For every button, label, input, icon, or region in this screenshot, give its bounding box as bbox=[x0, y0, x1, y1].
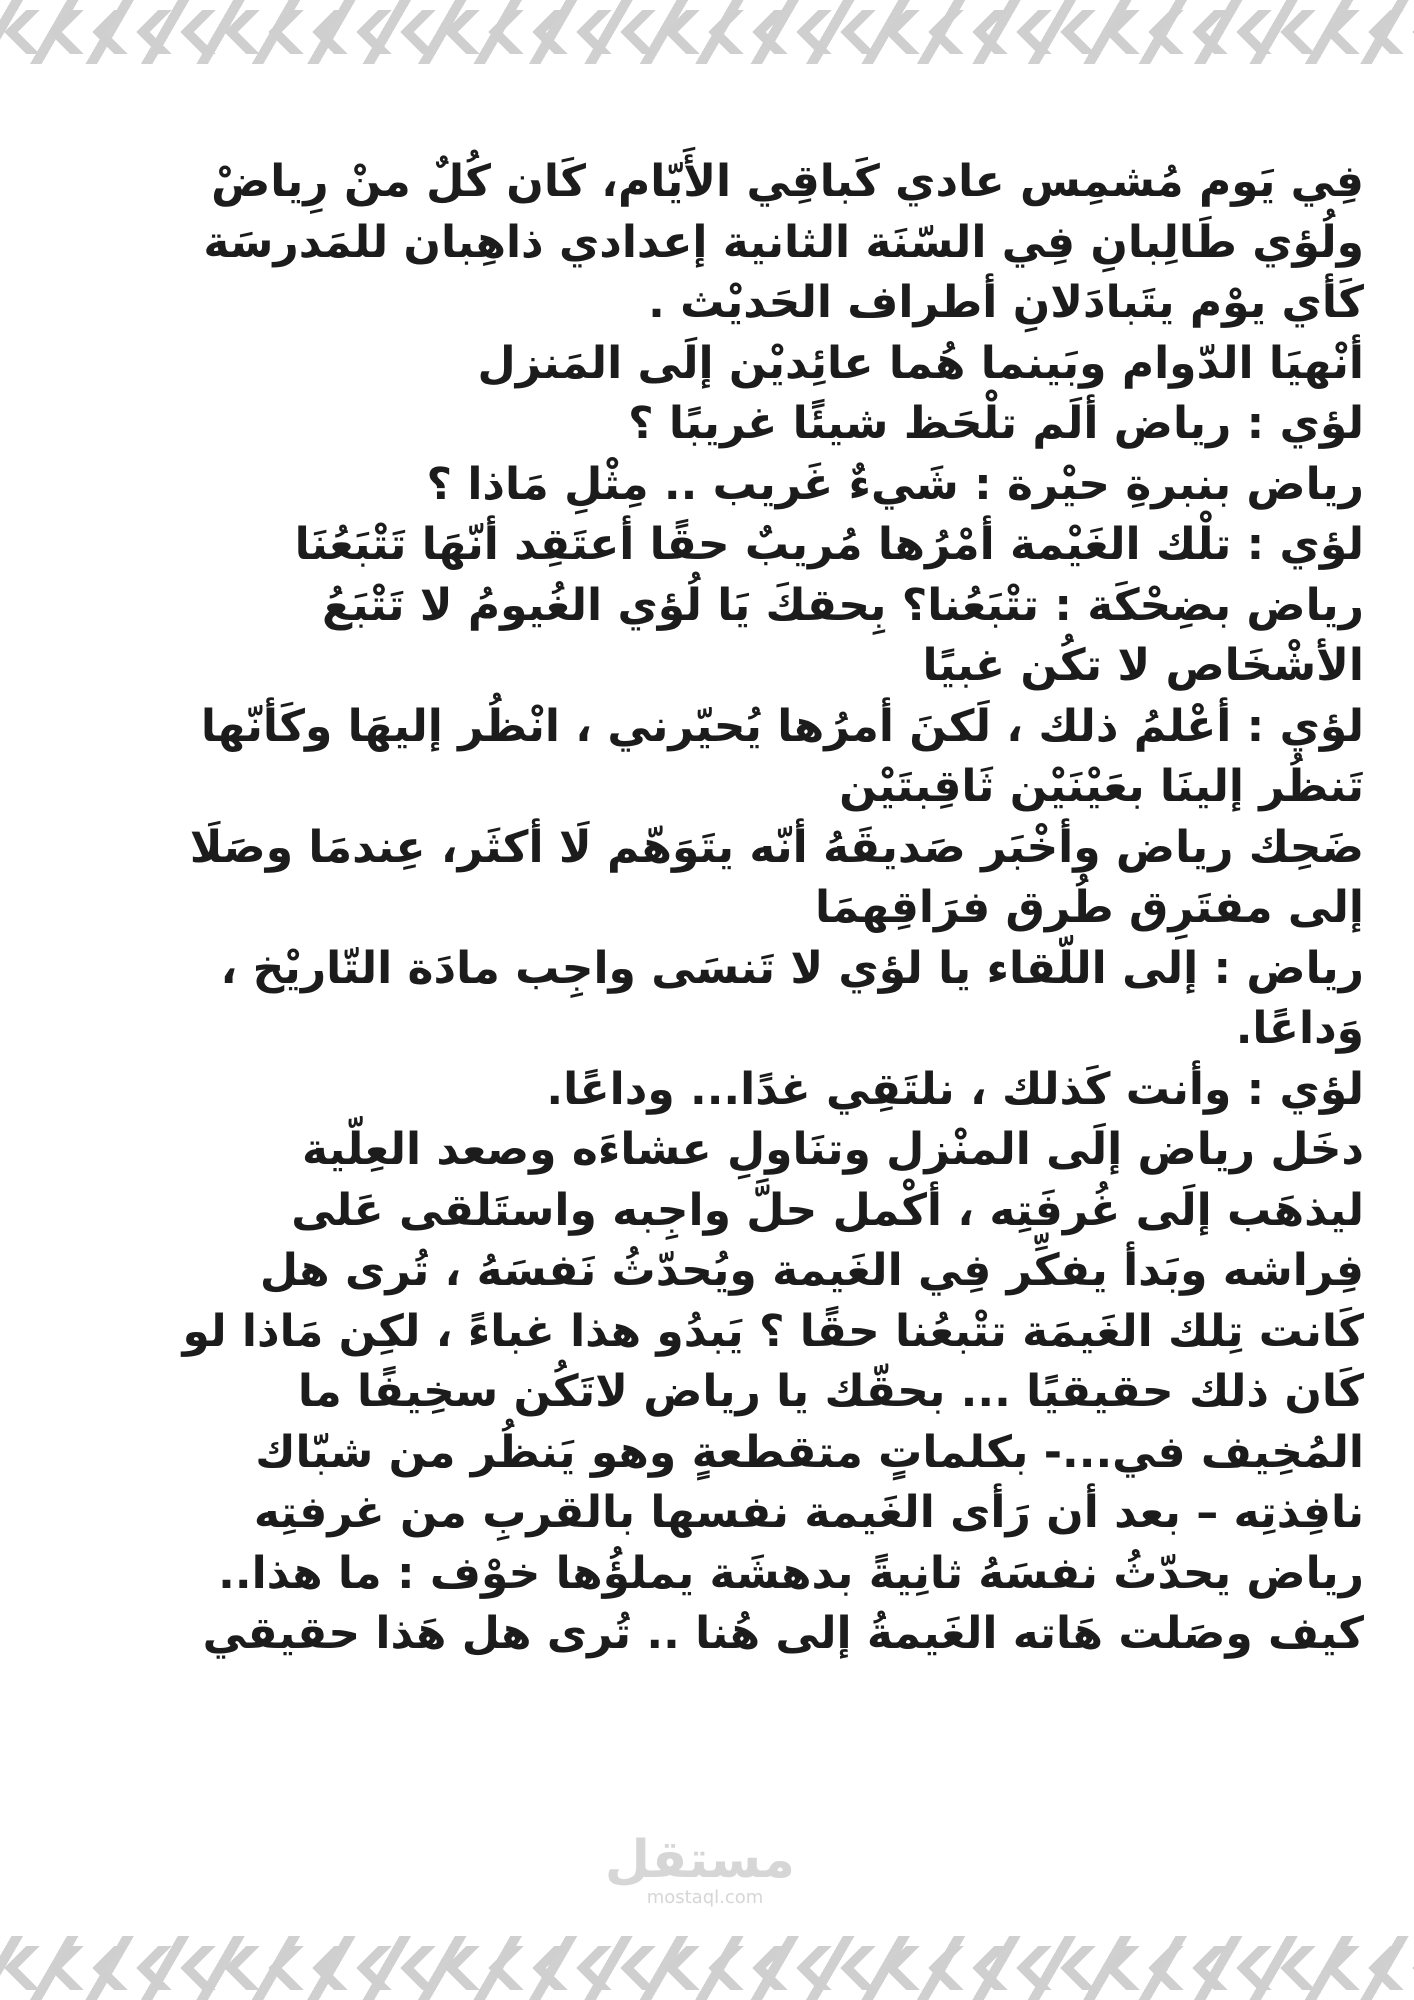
story-line: ضَحِك رياض وأخْبَر صَديقَهُ أنّه يتَوَهّم لَا أكثَر، عِندمَا وصَلَا bbox=[189, 821, 1364, 873]
bottom-chevron-border bbox=[0, 1936, 1414, 2000]
story-line: لؤي : رياض ألَم تلْحَظ شيئًا غريبًا ؟ bbox=[628, 398, 1364, 449]
story-line: إلى مفتَرِق طُرق فرَاقِهمَا bbox=[815, 882, 1364, 933]
story-line: الأشْخَاص لا تكُن غبيًا bbox=[922, 640, 1364, 691]
story-line: كَان ذلك حقيقيًا ... بحقّك يا رياض لاتَكُن سخِيفًا ما bbox=[297, 1366, 1364, 1417]
story-line: نافِذتِه – بعد أن رَأى الغَيمة نفسها بالقربِ من غرفتِه bbox=[253, 1487, 1364, 1538]
story-line: لؤي : تلْك الغَيْمة أمْرُها مُريبٌ حقًا أعتَقِد أنّهَا تَتْبَعُنَا bbox=[294, 519, 1364, 570]
story-line: ولُؤي طَالِبانِ فِي السّنَة الثانية إعدادي ذاهِبان للمَدرسَة bbox=[203, 216, 1364, 268]
story-line: فِراشه وبَدأ يفكِّر فِي الغَيمة ويُحدّثُ نَفسَهُ ، تُرى هل bbox=[259, 1245, 1364, 1296]
story-line: وَداعًا. bbox=[1235, 1003, 1364, 1054]
watermark-logo: مستقل bbox=[604, 1830, 795, 1890]
story-line: رياض : إلى اللّقاء يا لؤي لا تَنسَى واجِب مادَة التّاريْخ ، bbox=[220, 942, 1364, 994]
top-chevron-border bbox=[0, 0, 1414, 64]
story-line: كيف وصَلت هَاته الغَيمةُ إلى هُنا .. تُرى هل هَذا حقيقي bbox=[202, 1608, 1364, 1659]
story-line: لؤي : أعْلمُ ذلك ، لَكنَ أمرُها يُحيّرني ، انْظُر إليهَا وكَأنّها bbox=[200, 700, 1364, 752]
story-line: أنْهيَا الدّوام وبَينما هُما عائِديْن إلَى المَنزل bbox=[477, 337, 1364, 389]
story-line: فِي يَوم مُشمِس عادي كَباقِي الأَيّام، كَان كُلٌ منْ رِياضْ bbox=[211, 156, 1364, 207]
story-line: كَانت تِلك الغَيمَة تتْبعُنا حقًا ؟ يَبدُو هذا غباءً ، لكِن مَاذا لو bbox=[182, 1305, 1364, 1357]
story-line: رياض يحدّثُ نفسَهُ ثانِيةً بدهشَة يملؤُها خوْف : ما هذا.. bbox=[218, 1547, 1364, 1599]
story-line: لؤي : وأنت كَذلك ، نلتَقِي غدًا... وداعًا. bbox=[546, 1063, 1364, 1115]
story-line: المُخِيف في...- بكلماتٍ متقطعةٍ وهو يَنظُر من شبّاك bbox=[255, 1426, 1364, 1478]
story-line: رياض بضِحْكَة : تتْبَعُنا؟ بِحقكَ يَا لُؤي الغُيومُ لا تَتْبَعُ bbox=[321, 579, 1364, 631]
story-line: رياض بنبرةِ حيْرة : شَيءٌ غَريب .. مِثْلِ مَاذا ؟ bbox=[426, 458, 1364, 510]
story-line: كَأي يوْم يتَبادَلانِ أطراف الحَديْث . bbox=[648, 277, 1364, 328]
story-text bbox=[49, 152, 1364, 1665]
story-line: ليذهَب إلَى غُرفَتِه ، أكْمل حلَّ واجِبه واستَلقى عَلى bbox=[291, 1184, 1364, 1236]
mostaql-watermark bbox=[604, 1830, 795, 1908]
watermark-domain: mostaql.com bbox=[646, 1887, 764, 1908]
story-line: تَنظُر إلينَا بعَيْنَيْن ثَاقِبتَيْن bbox=[839, 761, 1364, 812]
story-line: دخَل رياض إلَى المنْزل وتنَاولِ عشاءَه وصعد العِلّية bbox=[302, 1124, 1364, 1175]
